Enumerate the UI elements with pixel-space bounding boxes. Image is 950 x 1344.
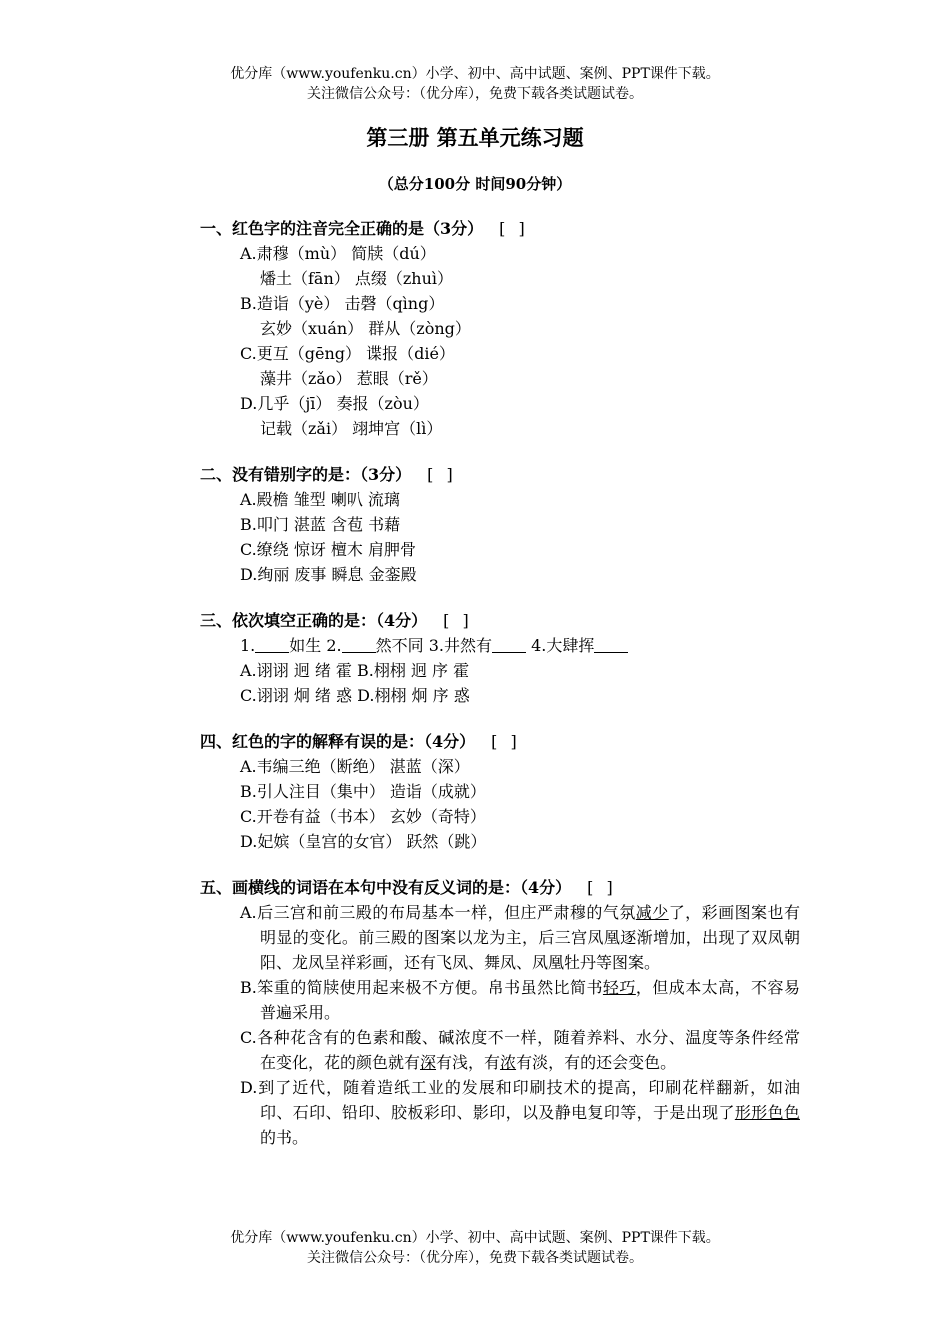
option-a: A.韦编三绝（断绝） 湛蓝（深） [240,757,470,776]
fill-item-2-label: 2. [326,636,342,655]
question-title [200,462,800,487]
option-c-text-1: C.各种花含有的色素和酸、碱浓度不一样，随着养料、水分、温度等条件经常在变化，花的颜色就有 [240,1028,800,1072]
option-line: B.造诣（yè） 击磬（qìng） [240,294,445,313]
page-title: 第三册 第五单元练习题 [366,125,584,150]
header-line-2: 关注微信公众号：（优分库），免费下载各类试题试卷。 [307,86,643,102]
option-row-ab: A.诩诩 迥 绪 霍 B.栩栩 迥 序 霍 [240,661,470,680]
underlined-word: 减少 [635,903,669,922]
answer-bracket: [ ] [427,465,457,484]
question-2 [200,462,800,587]
option-d-text-2: 的书。 [260,1128,309,1147]
option-row-cd: C.诩诩 炯 绪 惑 D.栩栩 炯 序 惑 [240,686,470,705]
option-b: B.引人注目（集中） 造诣（成就） [240,782,486,801]
question-title-text: 二、没有错别字的是：（3分） [200,465,412,484]
option-b-text-1: B.笨重的简牍使用起来极不方便。帛书虽然比简书 [240,978,603,997]
header-line-1: 优分库（www.youfenku.cn）小学、初中、高中试题、案例、PPT课件下载。 [230,66,720,82]
option-c-text-2: 有浅，有 [436,1053,501,1072]
page-subtitle: （总分100分 时间90分钟） [378,175,572,193]
option-line: C.更互（gēng） 谍报（dié） [240,344,455,363]
blank-4 [594,636,628,653]
page-header [0,64,950,104]
underlined-word: 深 [420,1053,437,1072]
question-title [200,216,800,241]
footer-line-1: 优分库（www.youfenku.cn）小学、初中、高中试题、案例、PPT课件下载。 [230,1230,720,1246]
question-title-text: 三、依次填空正确的是：（4分） [200,611,428,630]
option-line: 燔土（fān） 点缀（zhuì） [260,269,454,288]
option-line: 藻井（zǎo） 惹眼（rě） [260,369,438,388]
option-d: D.绚丽 废事 瞬息 金銮殿 [240,565,417,584]
blank-3 [492,636,526,653]
underlined-word: 形形色色 [734,1103,800,1122]
answer-bracket: [ ] [491,732,521,751]
option-b [200,975,800,1025]
fill-in-row [200,633,800,658]
fill-item-1-label: 1. [240,636,256,655]
option-a-text-2: 了，彩画图案也有明显的变化。前三殿的图案以龙为主，后三宫凤凰逐渐增加，出现了双凤朝阳、龙凤呈祥彩画，还有飞凤、舞凤、凤凰牡丹等图案。 [260,903,800,972]
option-d-text-1: D.到了近代，随着造纸工业的发展和印刷技术的提高，印刷花样翻新，如油印、石印、铅印、胶板彩印、影印，以及静电复印等，于是出现了 [240,1078,800,1122]
fill-item-3: 3.井然有 [428,636,493,655]
footer-line-2: 关注微信公众号：（优分库），免费下载各类试题试卷。 [307,1250,643,1266]
option-line: D.几乎（jī） 奏报（zòu） [240,394,429,413]
question-1 [200,216,800,441]
option-b-text-2: ，但成本太高，不容易普遍采用。 [260,978,800,1022]
blank-2 [342,636,376,653]
question-4 [200,729,800,854]
underlined-word: 轻巧 [602,978,636,997]
option-a-text-1: A.后三宫和前三殿的布局基本一样，但庄严肃穆的气氛 [240,903,636,922]
question-title [200,875,800,900]
blank-1 [255,636,289,653]
answer-bracket: [ ] [499,219,529,238]
question-title-text: 一、红色字的注音完全正确的是（3分） [200,219,484,238]
option-c-text-3: 有淡，有的还会变色。 [516,1053,677,1072]
fill-item-1-text: 如生 [289,636,322,655]
option-c: C.缭绕 惊讶 檀木 肩胛骨 [240,540,417,559]
question-title [200,608,800,633]
option-c: C.开卷有益（书本） 玄妙（奇特） [240,807,486,826]
option-line: 玄妙（xuán） 群从（zòng） [260,319,471,338]
option-line: 记载（zǎi） 翊坤宫（lì） [260,419,443,438]
question-title-text: 五、画横线的词语在本句中没有反义词的是：（4分） [200,878,572,897]
underlined-word: 浓 [500,1053,517,1072]
question-5 [200,875,800,1150]
page-footer [0,1228,950,1268]
fill-item-4: 4.大肆挥 [531,636,595,655]
option-d: D.妃嫔（皇宫的女官） 跃然（跳） [240,832,487,851]
fill-item-2-text: 然不同 [375,636,424,655]
option-line: A.肃穆（mù） 简牍（dú） [240,244,436,263]
option-d [200,1075,800,1150]
question-title-text: 四、红色的字的解释有误的是：（4分） [200,732,476,751]
question-title [200,729,800,754]
answer-bracket: [ ] [443,611,473,630]
exercise-body [200,216,800,1171]
option-a: A.殿檐 雏型 喇叭 流璃 [240,490,400,509]
answer-bracket: [ ] [587,878,617,897]
option-a [200,900,800,975]
question-3 [200,608,800,708]
option-b: B.叩门 湛蓝 含苞 书藉 [240,515,401,534]
option-c [200,1025,800,1075]
